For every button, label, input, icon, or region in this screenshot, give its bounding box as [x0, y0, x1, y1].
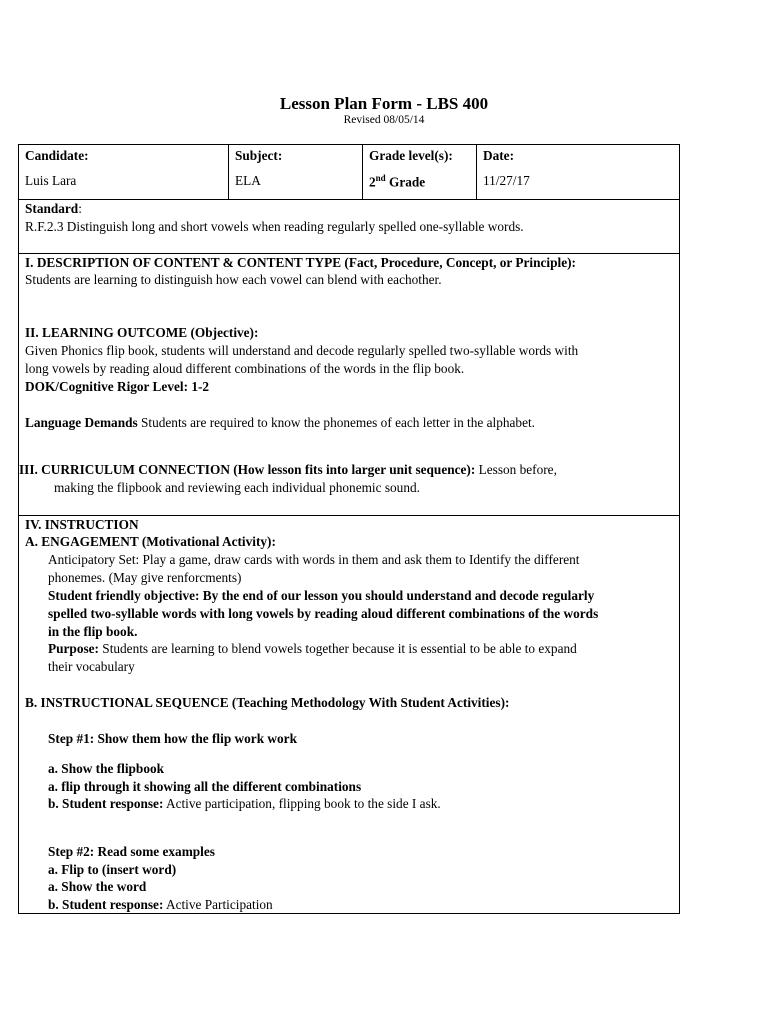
section2-text-line2: long vowels by reading aloud different combinations of the words in the flip book.	[25, 361, 465, 376]
section4-heading: IV. INSTRUCTION	[25, 517, 139, 532]
candidate-cell	[19, 145, 228, 199]
step2-item-a1: a. Flip to (insert word)	[48, 862, 177, 877]
subject-value: ELA	[235, 173, 261, 188]
dok-level: DOK/Cognitive Rigor Level: 1-2	[25, 379, 210, 394]
standard-row	[19, 199, 679, 254]
grade-value	[369, 173, 425, 190]
purpose-label: Purpose:	[48, 641, 99, 656]
grade-word: Grade	[385, 174, 426, 190]
subject-label: Subject:	[235, 148, 283, 163]
candidate-label: Candidate:	[25, 148, 89, 163]
section1-heading: I. DESCRIPTION OF CONTENT & CONTENT TYPE (Fact, Procedure, Concept, or Principle):	[25, 255, 576, 270]
anticipatory-line2: phonemes. (May give renforcments)	[48, 570, 242, 585]
section2-heading: II. LEARNING OUTCOME (Objective):	[25, 325, 259, 340]
anticipatory-line1: Anticipatory Set: Play a game, draw cards with words in them and ask them to Identify the different	[48, 552, 580, 567]
standard-text: R.F.2.3 Distinguish long and short vowels when reading regularly spelled one-syllable words.	[25, 219, 524, 234]
standard-label-line	[25, 200, 82, 218]
instruction-row	[19, 516, 679, 913]
grade-cell	[363, 145, 476, 199]
date-cell	[477, 145, 679, 199]
grade-label: Grade level(s):	[369, 148, 453, 163]
date-label: Date:	[483, 148, 515, 163]
section2-text-line1: Given Phonics flip book, students will understand and decode regularly spelled two-syllable words with	[25, 343, 579, 358]
section3-text-line2: making the flipbook and reviewing each individual phonemic sound.	[54, 480, 420, 495]
date-value: 11/27/17	[483, 173, 530, 188]
standard-label: Standard	[25, 201, 79, 216]
section3-text-inline: Lesson before,	[475, 462, 557, 477]
step2-response-label: b. Student response:	[48, 897, 164, 912]
engagement-heading: A. ENGAGEMENT (Motivational Activity):	[25, 534, 276, 549]
info-row	[19, 145, 679, 200]
objective-line1: Student friendly objective: By the end of our lesson you should understand and decode regularly	[48, 588, 595, 603]
subject-cell	[229, 145, 362, 199]
step2-item-a2: a. Show the word	[48, 879, 147, 894]
candidate-value: Luis Lara	[25, 173, 77, 188]
step2-response-text: Active Participation	[163, 897, 273, 912]
content-row	[19, 254, 679, 516]
step1-response-text: Active participation, flipping book to the side I ask.	[163, 796, 441, 811]
standard-colon: :	[78, 201, 82, 216]
step2-response	[48, 896, 273, 914]
language-demands-text: Students are required to know the phonemes of each letter in the alphabet.	[137, 415, 535, 430]
grade-number: 2	[369, 174, 376, 190]
purpose-line1	[48, 640, 577, 658]
section1-text: Students are learning to distinguish how each vowel can blend with eachother.	[25, 272, 442, 287]
step1-item-a1: a. Show the flipbook	[48, 761, 165, 776]
lesson-plan-table	[18, 144, 680, 914]
objective-line3: in the flip book.	[48, 624, 138, 639]
language-demands	[25, 414, 535, 432]
revised-date: Revised 08/05/14	[343, 114, 425, 126]
step2-heading: Step #2: Read some examples	[48, 844, 215, 859]
section3-heading: III. CURRICULUM CONNECTION (How lesson fits into larger unit sequence):	[19, 462, 476, 477]
step1-response	[48, 795, 441, 813]
section3-line1	[19, 461, 557, 479]
instructional-sequence-heading: B. INSTRUCTIONAL SEQUENCE (Teaching Methodology With Student Activities):	[25, 695, 510, 710]
language-demands-label: Language Demands	[25, 415, 138, 430]
objective-line2: spelled two-syllable words with long vowels by reading aloud different combinations of the words	[48, 606, 599, 621]
form-title: Lesson Plan Form - LBS 400	[279, 94, 489, 113]
step1-item-a2: a. flip through it showing all the different combinations	[48, 779, 362, 794]
step1-heading: Step #1: Show them how the flip work work	[48, 731, 297, 746]
purpose-line2: their vocabulary	[48, 659, 135, 674]
purpose-text: Students are learning to blend vowels together because it is essential to be able to expand	[98, 641, 577, 656]
grade-suffix: nd	[375, 173, 386, 183]
step1-response-label: b. Student response:	[48, 796, 164, 811]
